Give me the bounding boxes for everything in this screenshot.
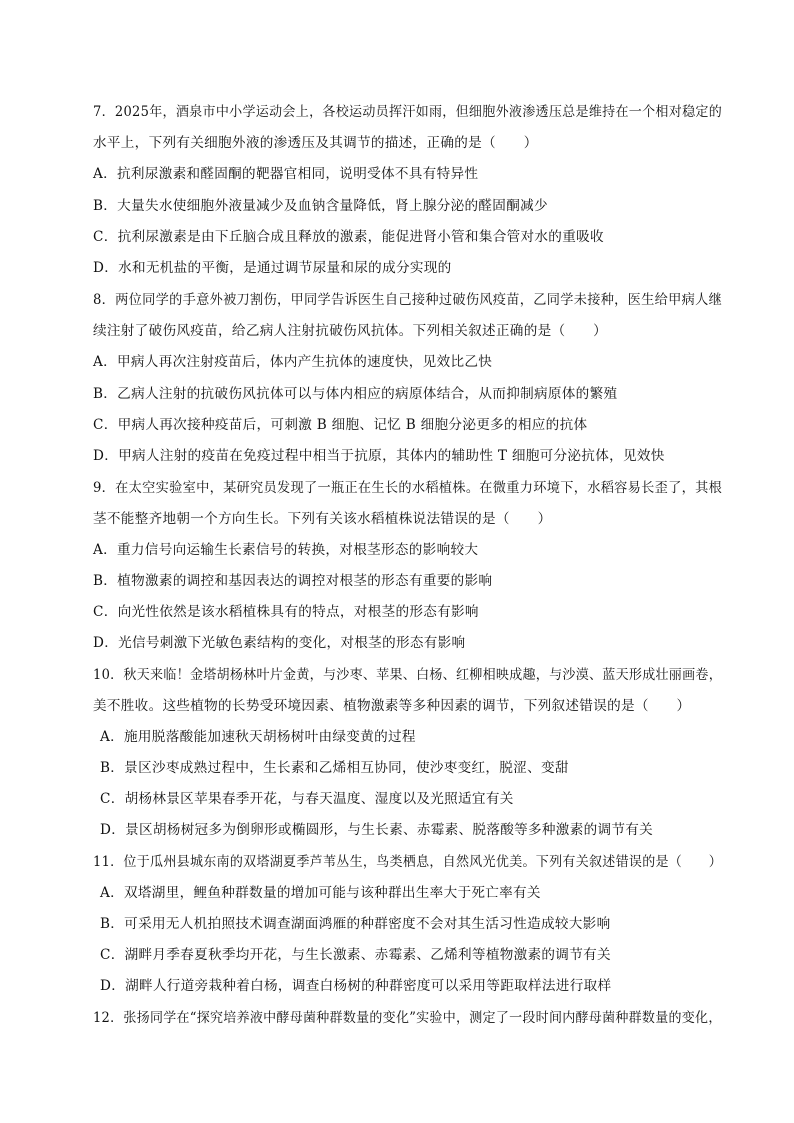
question-10-option-c: C．胡杨林景区苹果春季开花，与春天温度、湿度以及光照适宜有关 xyxy=(100,791,514,807)
question-8-stem-line-1: 8．两位同学的手意外被刀割伤，甲同学告诉医生自己接种过破伤风疫苗，乙同学未接种，医生给甲病人继 xyxy=(93,292,723,308)
question-11-stem-line-1: 11．位于瓜州县城东南的双塔湖夏季芦苇丛生，鸟类栖息，自然风光优美。下列有关叙述错误的是（ ） xyxy=(93,854,723,870)
question-10-option-d: D．景区胡杨树冠多为倒卵形或椭圆形，与生长素、赤霉素、脱落酸等多种激素的调节有关 xyxy=(100,822,654,838)
question-7-option-a: A．抗利尿激素和醛固酮的靶器官相同，说明受体不具有特异性 xyxy=(93,166,479,182)
question-10-option-a: A．施用脱落酸能加速秋天胡杨树叶由绿变黄的过程 xyxy=(100,729,416,745)
question-11-option-d: D．湖畔人行道旁栽种着白杨，调查白杨树的种群密度可以采用等距取样法进行取样 xyxy=(100,978,612,994)
question-11-option-b: B．可采用无人机拍照技术调查湖面鸿雁的种群密度不会对其生活习性造成较大影响 xyxy=(100,916,611,932)
question-9-option-a: A．重力信号向运输生长素信号的转换，对根茎形态的影响较大 xyxy=(93,542,479,558)
question-7-option-d: D．水和无机盐的平衡，是通过调节尿量和尿的成分实现的 xyxy=(93,260,452,276)
question-9-option-c: C．向光性依然是该水稻植株具有的特点，对根茎的形态有影响 xyxy=(93,604,479,620)
question-9-stem-line-2: 茎不能整齐地朝一个方向生长。下列有关该水稻植株说法错误的是（ ） xyxy=(93,511,552,527)
question-9-stem-line-1: 9．在太空实验室中，某研究员发现了一瓶正在生长的水稻植株。在微重力环境下，水稻容易长歪了，其根 xyxy=(93,480,723,496)
question-10-stem-line-2: 美不胜收。这些植物的长势受环境因素、植物激素等多种因素的调节，下列叙述错误的是（ ） xyxy=(93,698,691,714)
question-11-option-a: A．双塔湖里，鲤鱼种群数量的增加可能与该种群出生率大于死亡率有关 xyxy=(100,885,541,901)
question-12-stem-line-1: 12．张扬同学在“探究培养液中酵母菌种群数量的变化”实验中，测定了一段时间内酵母菌种群数量的变化， xyxy=(93,1010,722,1026)
question-7-stem-line-2: 水平上，下列有关细胞外液的渗透压及其调节的描述，正确的是（ ） xyxy=(93,135,538,151)
question-10-option-b: B．景区沙枣成熟过程中，生长素和乙烯相互协同，使沙枣变红，脱涩、变甜 xyxy=(100,760,569,776)
question-9-option-b: B．植物激素的调控和基因表达的调控对根茎的形态有重要的影响 xyxy=(93,573,493,589)
question-11-option-c: C．湖畔月季春夏秋季均开花，与生长激素、赤霉素、乙烯利等植物激素的调节有关 xyxy=(100,947,611,963)
question-10-stem-line-1: 10．秋天来临！金塔胡杨林叶片金黄，与沙枣、苹果、白杨、红柳相映成趣，与沙漠、蓝天形成壮丽画卷， xyxy=(93,667,723,683)
question-8-option-a: A．甲病人再次注射疫苗后，体内产生抗体的速度快，见效比乙快 xyxy=(93,354,493,370)
question-8-option-b: B．乙病人注射的抗破伤风抗体可以与体内相应的病原体结合，从而抑制病原体的繁殖 xyxy=(93,386,618,402)
question-8-option-c: C．甲病人再次接种疫苗后，可刺激 B 细胞、记忆 B 细胞分泌更多的相应的抗体 xyxy=(93,417,588,433)
question-7-option-c: C．抗利尿激素是由下丘脑合成且释放的激素，能促进肾小管和集合管对水的重吸收 xyxy=(93,229,604,245)
question-7-stem-line-1: 7．2025年，酒泉市中小学运动会上，各校运动员挥汗如雨，但细胞外液渗透压总是维持在一个相对稳定的 xyxy=(93,104,723,120)
question-9-option-d: D．光信号刺激下光敏色素结构的变化，对根茎的形态有影响 xyxy=(93,635,466,651)
question-8-option-d: D．甲病人注射的疫苗在免疫过程中相当于抗原，其体内的辅助性 T 细胞可分泌抗体，见效快 xyxy=(93,448,665,464)
question-8-stem-line-2: 续注射了破伤风疫苗，给乙病人注射抗破伤风抗体。下列相关叙述正确的是（ ） xyxy=(93,323,608,339)
question-7-option-b: B．大量失水使细胞外液量减少及血钠含量降低，肾上腺分泌的醛固酮减少 xyxy=(93,198,548,214)
